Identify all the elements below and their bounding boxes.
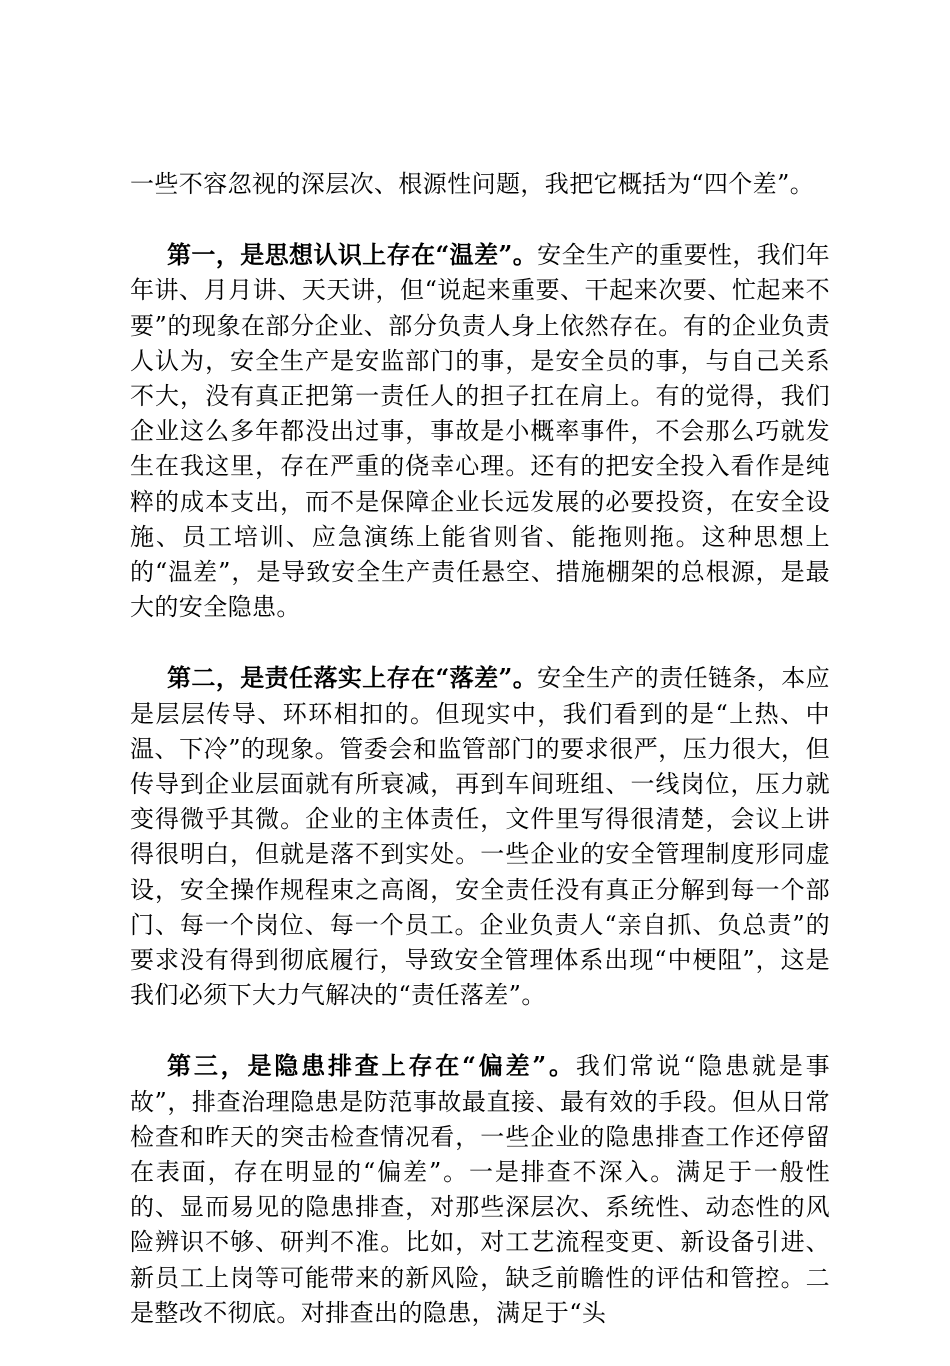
paragraph-lead: 第一，是思想认识上存在“温差”。 <box>167 240 538 270</box>
paragraph-first-point <box>130 237 830 625</box>
paragraph-text: 一些不容忽视的深层次、根源性问题，我把它概括为“四个差”。 <box>130 170 815 198</box>
paragraph-intro <box>130 167 830 202</box>
paragraph-text: 安全生产的责任链条，本应是层层传导、环环相扣的。但现实中，我们看到的是“上热、中温、下冷”的现象。管委会和监管部门的要求很严，压力很大，但传导到企业层面就有所衰减，再到车间班组、一线岗位，压力就变得微乎其微。企业的主体责任，文件里写得很清楚，会议上讲得很明白，但就是落不到实处。一些企业的安全管理制度形同虚设，安全操作规程束之高阁，安全责任没有真正分解到每一个部门、每一个岗位、每一个员工。企业负责人“亲自抓、负总责”的要求没有得到彻底履行，导致安全管理体系出现“中梗阻”，这是我们必须下大力气解决的“责任落差”。 <box>130 664 830 1010</box>
paragraph-second-point <box>130 660 830 1013</box>
paragraph-third-point <box>130 1048 830 1331</box>
paragraph-lead: 第三，是隐患排查上存在“偏差”。 <box>167 1051 576 1081</box>
paragraph-text: 我们常说“隐患就是事故”，排查治理隐患是防范事故最直接、最有效的手段。但从日常检查和昨天的突击检查情况看，一些企业的隐患排查工作还停留在表面，存在明显的“偏差”。一是排查不深入。满足于一般性的、显而易见的隐患排查，对那些深层次、系统性、动态性的风险辨识不够、研判不准。比如，对工艺流程变更、新设备引进、新员工上岗等可能带来的新风险，缺乏前瞻性的评估和管控。二是整改不彻底。对排查出的隐患，满足于“头 <box>130 1052 830 1327</box>
document-page <box>130 167 830 1366</box>
paragraph-lead: 第二，是责任落实上存在“落差”。 <box>167 663 538 693</box>
paragraph-text: 安全生产的重要性，我们年年讲、月月讲、天天讲，但“说起来重要、干起来次要、忙起来不要”的现象在部分企业、部分负责人身上依然存在。有的企业负责人认为，安全生产是安监部门的事，是安全员的事，与自己关系不大，没有真正把第一责任人的担子扛在肩上。有的觉得，我们企业这么多年都没出过事，事故是小概率事件，不会那么巧就发生在我这里，存在严重的侥幸心理。还有的把安全投入看作是纯粹的成本支出，而不是保障企业长远发展的必要投资，在安全设施、员工培训、应急演练上能省则省、能拖则拖。这种思想上的“温差”，是导致安全生产责任悬空、措施棚架的总根源，是最大的安全隐患。 <box>130 241 830 622</box>
